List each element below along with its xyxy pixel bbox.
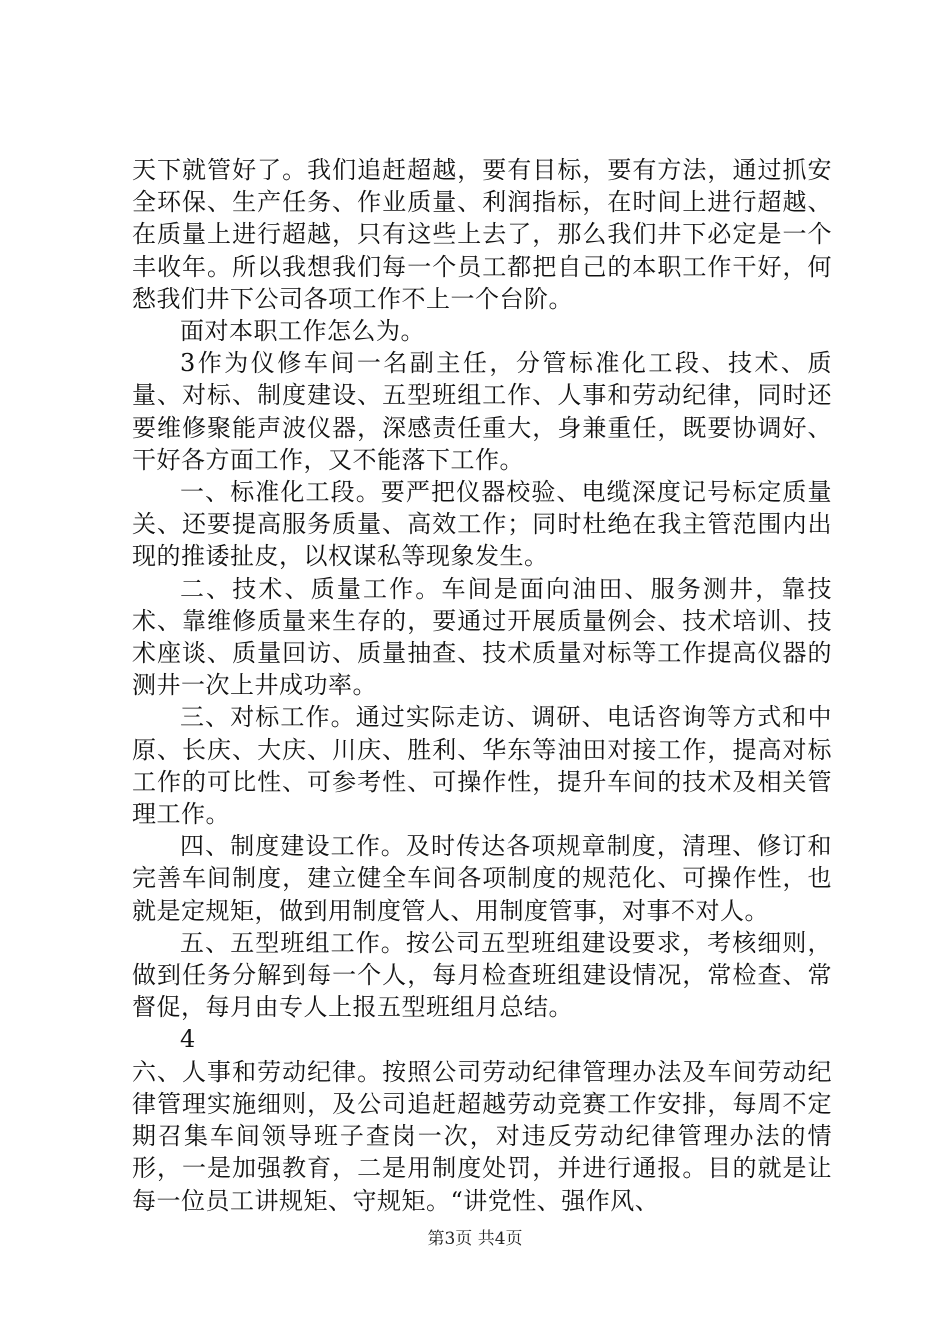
paragraph-1: 天下就管好了。我们追赶超越，要有目标，要有方法，通过抓安全环保、生产任务、作业质量、利润指标，在时间上进行超越、在质量上进行超越，只有这些上去了，那么我们井下必定是一个丰收年。所以我想我们每一个员工都把自己的本职工作干好，何愁我们井下公司各项工作不上一个台阶。	[132, 156, 832, 313]
page-number-footer: 第3页 共4页	[427, 1229, 523, 1249]
paragraph-5: 二、技术、质量工作。车间是面向油田、服务测井，靠技术、靠维修质量来生存的，要通过开展质量例会、技术培训、技术座谈、质量回访、质量抽查、技术质量对标等工作提高仪器的测井一次上井成功率。	[132, 574, 832, 700]
document-body	[132, 154, 832, 1217]
paragraph-6: 三、对标工作。通过实际走访、调研、电话咨询等方式和中原、长庆、大庆、川庆、胜利、华东等油田对接工作，提高对标工作的可比性、可参考性、可操作性，提升车间的技术及相关管理工作。	[132, 703, 832, 829]
paragraph-8: 五、五型班组工作。按公司五型班组建设要求，考核细则，做到任务分解到每一个人，每月检查班组建设情况，常检查、常督促，每月由专人上报五型班组月总结。	[132, 928, 832, 1022]
paragraph-10: 六、人事和劳动纪律。按照公司劳动纪律管理办法及车间劳动纪律管理实施细则，及公司追赶超越劳动竞赛工作安排，每周不定期召集车间领导班子查岗一次，对违反劳动纪律管理办法的情形，一是加强教育，二是用制度处罚，并进行通报。目的就是让每一位员工讲规矩、守规矩。“讲党性、强作风、	[132, 1057, 832, 1215]
paragraph-4: 一、标准化工段。要严把仪器校验、电缆深度记号标定质量关、还要提高服务质量、高效工作；同时杜绝在我主管范围内出现的推诿扯皮，以权谋私等现象发生。	[132, 478, 832, 571]
paragraph-9: 4	[180, 1025, 196, 1054]
paragraph-7: 四、制度建设工作。及时传达各项规章制度，清理、修订和完善车间制度，建立健全车间各项制度的规范化、可操作性，也就是定规矩，做到用制度管人、用制度管事，对事不对人。	[132, 832, 832, 925]
paragraph-3: 3作为仪修车间一名副主任，分管标准化工段、技术、质量、对标、制度建设、五型班组工作、人事和劳动纪律，同时还要维修聚能声波仪器，深感责任重大，身兼重任，既要协调好、干好各方面工作，又不能落下工作。	[132, 349, 832, 474]
paragraph-2: 面对本职工作怎么为。	[180, 317, 425, 346]
